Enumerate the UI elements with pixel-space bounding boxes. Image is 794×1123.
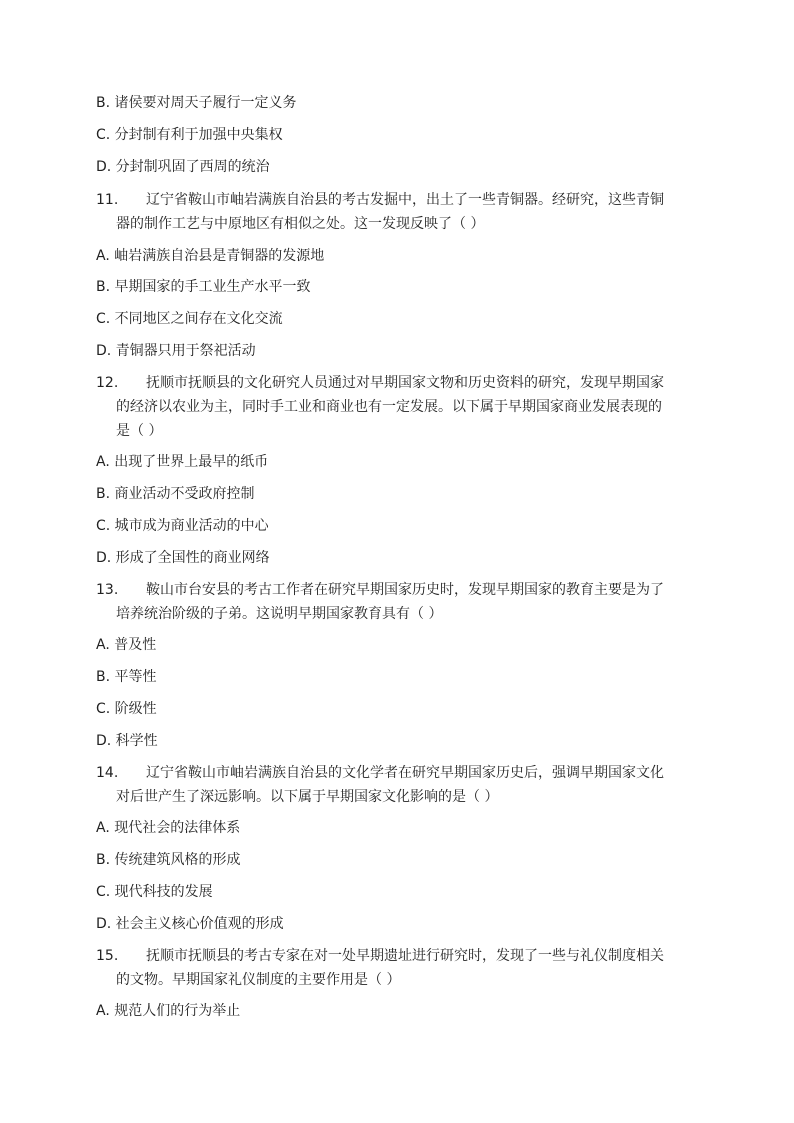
question-14-number: 14.	[96, 765, 119, 781]
question-11-option-b: B. 早期国家的手工业生产水平一致	[96, 279, 311, 295]
option-prev-c: C. 分封制有利于加强中央集权	[96, 127, 283, 143]
question-13-number: 13.	[96, 582, 119, 598]
question-15-text-line-1: 抚顺市抚顺县的考古专家在对一处早期遗址进行研究时，发现了一些与礼仪制度相关	[146, 948, 664, 964]
question-11-text-line-1: 辽宁省鞍山市岫岩满族自治县的考古发掘中，出土了一些青铜器。经研究，这些青铜	[146, 192, 664, 208]
question-14-text-line-1: 辽宁省鞍山市岫岩满族自治县的文化学者在研究早期国家历史后，强调早期国家文化	[146, 765, 664, 781]
question-15-text-line-2: 的文物。早期国家礼仪制度的主要作用是（ ）	[116, 972, 401, 988]
question-14-option-b: B. 传统建筑风格的形成	[96, 852, 241, 868]
question-11-option-a: A. 岫岩满族自治县是青铜器的发源地	[96, 248, 325, 264]
question-13-text-line-2: 培养统治阶级的子弟。这说明早期国家教育具有（ ）	[116, 606, 443, 622]
question-12-text-line-1: 抚顺市抚顺县的文化研究人员通过对早期国家文物和历史资料的研究，发现早期国家	[146, 375, 664, 391]
question-12-text-line-2: 的经济以农业为主，同时手工业和商业也有一定发展。以下属于早期国家商业发展表现的	[116, 399, 662, 415]
question-12-option-d: D. 形成了全国性的商业网络	[96, 550, 270, 566]
question-11-option-d: D. 青铜器只用于祭祀活动	[96, 343, 256, 359]
question-15-number: 15.	[96, 948, 119, 964]
question-12-option-a: A. 出现了世界上最早的纸币	[96, 454, 269, 470]
option-prev-b: B. 诸侯要对周天子履行一定义务	[96, 95, 297, 111]
question-12-number: 12.	[96, 375, 119, 391]
question-15-option-a: A. 规范人们的行为举止	[96, 1003, 241, 1019]
question-14-option-d: D. 社会主义核心价值观的形成	[96, 916, 284, 932]
question-13-option-b: B. 平等性	[96, 669, 157, 685]
question-14-option-c: C. 现代科技的发展	[96, 884, 213, 900]
question-13-option-c: C. 阶级性	[96, 701, 157, 717]
question-14-text-line-2: 对后世产生了深远影响。以下属于早期国家文化影响的是（ ）	[116, 789, 499, 805]
question-11-text-line-2: 器的制作工艺与中原地区有相似之处。这一发现反映了（ ）	[116, 216, 485, 232]
question-13-option-a: A. 普及性	[96, 637, 157, 653]
question-13-text-line-1: 鞍山市台安县的考古工作者在研究早期国家历史时，发现早期国家的教育主要是为了	[146, 582, 664, 598]
question-12-text-line-3: 是（ ）	[116, 423, 163, 439]
question-13-option-d: D. 科学性	[96, 733, 158, 749]
question-12-option-c: C. 城市成为商业活动的中心	[96, 518, 269, 534]
question-14-option-a: A. 现代社会的法律体系	[96, 820, 241, 836]
option-prev-d: D. 分封制巩固了西周的统治	[96, 159, 270, 175]
question-12-option-b: B. 商业活动不受政府控制	[96, 486, 255, 502]
question-11-option-c: C. 不同地区之间存在文化交流	[96, 311, 283, 327]
question-11-number: 11.	[96, 192, 119, 208]
